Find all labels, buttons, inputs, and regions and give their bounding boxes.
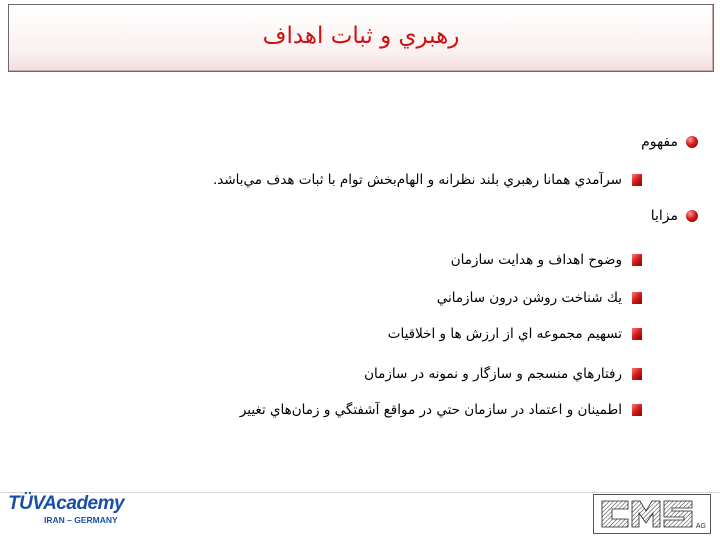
red-ball-bullet-icon (686, 210, 698, 222)
list-item-text: تسهيم مجموعه اي از ارزش ها و اخلاقيات (387, 326, 622, 342)
tuv-academy-logo-text: TÜVAcademy (8, 493, 125, 514)
tuv-academy-logo-subtitle: IRAN – GERMANY (44, 515, 118, 525)
section-heading: مزايا (650, 208, 678, 224)
red-square-bullet-icon (632, 174, 642, 186)
section-heading: مفهوم (641, 134, 678, 150)
title-banner (8, 4, 714, 72)
section-mazaya (651, 208, 698, 224)
red-square-bullet-icon (632, 368, 642, 380)
list-item-text: وضوح اهداف و هدايت سازمان (450, 252, 622, 268)
list-item (213, 172, 642, 188)
list-item-text: يك شناخت روشن درون سازماني (436, 290, 622, 306)
list-item (240, 402, 642, 418)
cms-logo-icon (594, 495, 710, 533)
tuv-academy-logo (8, 494, 143, 534)
list-item (437, 290, 642, 306)
list-item-text: رفتارهاي منسجم و سازگار و نمونه در سازمان (364, 366, 622, 382)
list-item-text: اطمينان و اعتماد در سازمان حتي در مواقع آشفتگي و زمان‌هاي تغيير (239, 402, 622, 418)
slide-title: رهبري و ثبات اهداف (262, 23, 460, 49)
section-mafhoom (641, 134, 698, 150)
list-item (364, 366, 642, 382)
list-item (388, 326, 642, 342)
cms-logo-ag-text: AG (695, 523, 706, 530)
red-square-bullet-icon (632, 254, 642, 266)
red-square-bullet-icon (632, 328, 642, 340)
red-ball-bullet-icon (686, 136, 698, 148)
list-item (451, 252, 642, 268)
red-square-bullet-icon (632, 292, 642, 304)
red-square-bullet-icon (632, 404, 642, 416)
list-item-text: سرآمدي همانا رهبري بلند نظرانه و الهام‌بخش توام با ثبات هدف مي‌باشد. (212, 172, 622, 188)
cms-logo (593, 494, 711, 534)
